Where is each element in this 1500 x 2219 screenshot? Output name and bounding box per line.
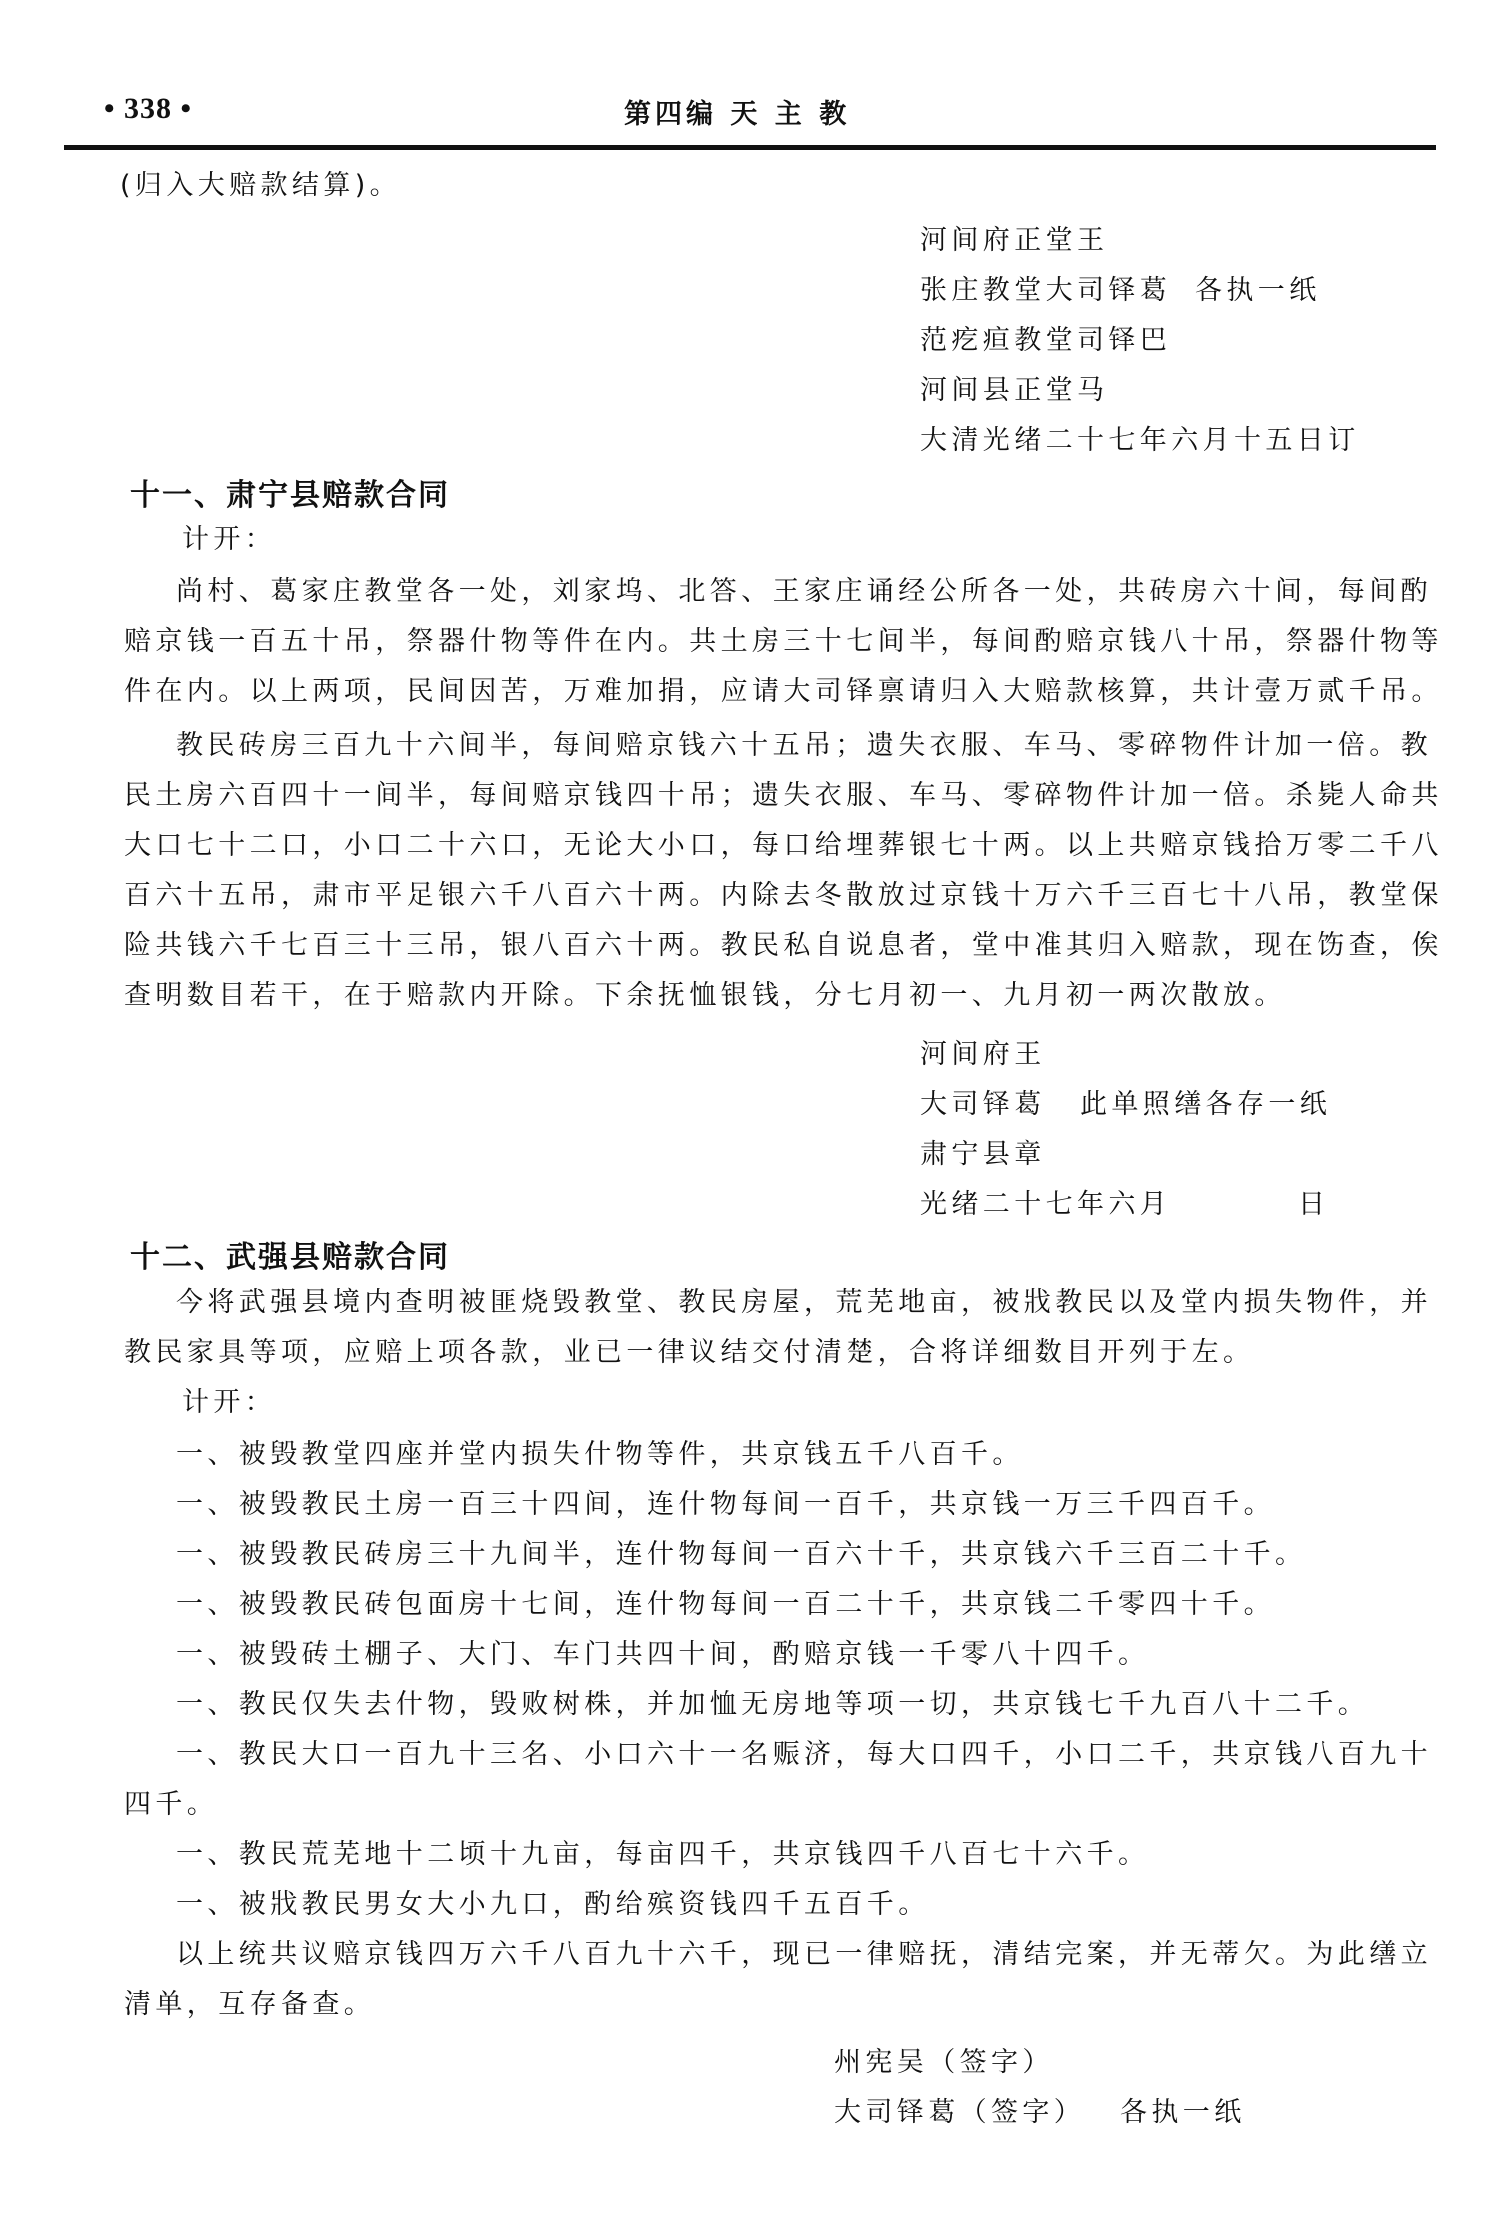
- page-header: [64, 92, 1436, 144]
- paragraph-line: 大口七十二口，小口二十六口，无论大小口，每口给埋葬银七十两。以上共赔京钱拾万零二千八: [124, 830, 1443, 861]
- paragraph-line: 赔京钱一百五十吊，祭器什物等件在内。共土房三十七间半，每间酌赔京钱八十吊，祭器什物等: [124, 626, 1443, 657]
- continuation-text: (归入大赔款结算)。: [120, 170, 402, 201]
- paragraph-line: 尚村、葛家庄教堂各一处，刘家坞、北答、王家庄诵经公所各一处，共砖房六十间，每间酌: [176, 576, 1432, 607]
- list-item: 一、教民大口一百九十三名、小口六十一名赈济，每大口四千，小口二千，共京钱八百九十: [176, 1739, 1432, 1770]
- signature-note: 各执一纸: [1120, 2097, 1246, 2128]
- signature-line: 大清光绪二十七年六月十五日订: [920, 425, 1360, 456]
- signature-line: 大司铎葛: [920, 1089, 1046, 1120]
- paragraph-line: 险共钱六千七百三十三吊，银八百六十两。教民私自说息者，堂中准其归入赔款，现在饬查，俟: [124, 930, 1443, 961]
- paragraph-line: 教民砖房三百九十六间半，每间赔京钱六十五吊；遗失衣服、车马、零碎物件计加一倍。教: [176, 730, 1432, 761]
- list-intro: 计开：: [182, 524, 277, 555]
- paragraph-line: 查明数目若干，在于赔款内开除。下余抚恤银钱，分七月初一、九月初一两次散放。: [124, 980, 1286, 1011]
- list-item: 一、被毁教民砖包面房十七间，连什物每间一百二十千，共京钱二千零四十千。: [176, 1589, 1275, 1620]
- paragraph-line: 今将武强县境内查明被匪烧毁教堂、教民房屋，荒芜地亩，被戕教民以及堂内损失物件，并: [176, 1287, 1432, 1318]
- signature-line: 范疙疸教堂司铎巴: [920, 325, 1172, 356]
- paragraph-line: 清单，互存备查。: [124, 1989, 376, 2020]
- signature-line: 河间府王: [920, 1039, 1046, 1070]
- paragraph-line: 教民家具等项，应赔上项各款，业已一律议结交付清楚，合将详细数目开列于左。: [124, 1337, 1255, 1368]
- list-item: 一、被毁教堂四座并堂内损失什物等件，共京钱五千八百千。: [176, 1439, 1024, 1470]
- signature-note: 各执一纸: [1195, 275, 1321, 306]
- signature-line: 肃宁县章: [920, 1139, 1046, 1170]
- signature-line: 大司铎葛（签字）: [834, 2097, 1086, 2128]
- list-item: 一、被戕教民男女大小九口，酌给殡资钱四千五百千。: [176, 1889, 930, 1920]
- list-item: 一、教民荒芜地十二顷十九亩，每亩四千，共京钱四千八百七十六千。: [176, 1839, 1150, 1870]
- signature-line: 河间府正堂王: [920, 225, 1109, 256]
- header-rule: [64, 145, 1436, 150]
- signature-line: 河间县正堂马: [920, 375, 1109, 406]
- section-heading: 十二、武强县赔款合同: [130, 1240, 450, 1275]
- paragraph-line: 以上统共议赔京钱四万六千八百九十六千，现已一律赔抚，清结完案，并无蒂欠。为此缮立: [176, 1939, 1432, 1970]
- signature-day-label: 日: [1298, 1189, 1330, 1220]
- section-heading: 十一、肃宁县赔款合同: [130, 478, 450, 513]
- page-number: • 338 •: [104, 92, 193, 125]
- list-item-continuation: 四千。: [124, 1789, 219, 1820]
- list-item: 一、被毁砖土棚子、大门、车门共四十间，酌赔京钱一千零八十四千。: [176, 1639, 1150, 1670]
- paragraph-line: 民土房六百四十一间半，每间赔京钱四十吊；遗失衣服、车马、零碎物件计加一倍。杀毙人命共: [124, 780, 1443, 811]
- running-title: 第四编 天 主 教: [624, 99, 851, 130]
- list-item: 一、被毁教民土房一百三十四间，连什物每间一百千，共京钱一万三千四百千。: [176, 1489, 1275, 1520]
- list-item: 一、教民仅失去什物，毁败树株，并加恤无房地等项一切，共京钱七千九百八十二千。: [176, 1689, 1370, 1720]
- signature-line: 张庄教堂大司铎葛: [920, 275, 1172, 306]
- signature-note: 此单照缮各存一纸: [1080, 1089, 1332, 1120]
- paragraph-line: 件在内。以上两项，民间因苦，万难加捐，应请大司铎禀请归入大赔款核算，共计壹万贰千吊。: [124, 676, 1443, 707]
- signature-line: 州宪吴（签字）: [834, 2047, 1054, 2078]
- signature-line: 光绪二十七年六月: [920, 1189, 1172, 1220]
- list-item: 一、被毁教民砖房三十九间半，连什物每间一百六十千，共京钱六千三百二十千。: [176, 1539, 1307, 1570]
- list-intro: 计开：: [182, 1387, 277, 1418]
- paragraph-line: 百六十五吊，肃市平足银六千八百六十两。内除去冬散放过京钱十万六千三百七十八吊，教堂保: [124, 880, 1443, 911]
